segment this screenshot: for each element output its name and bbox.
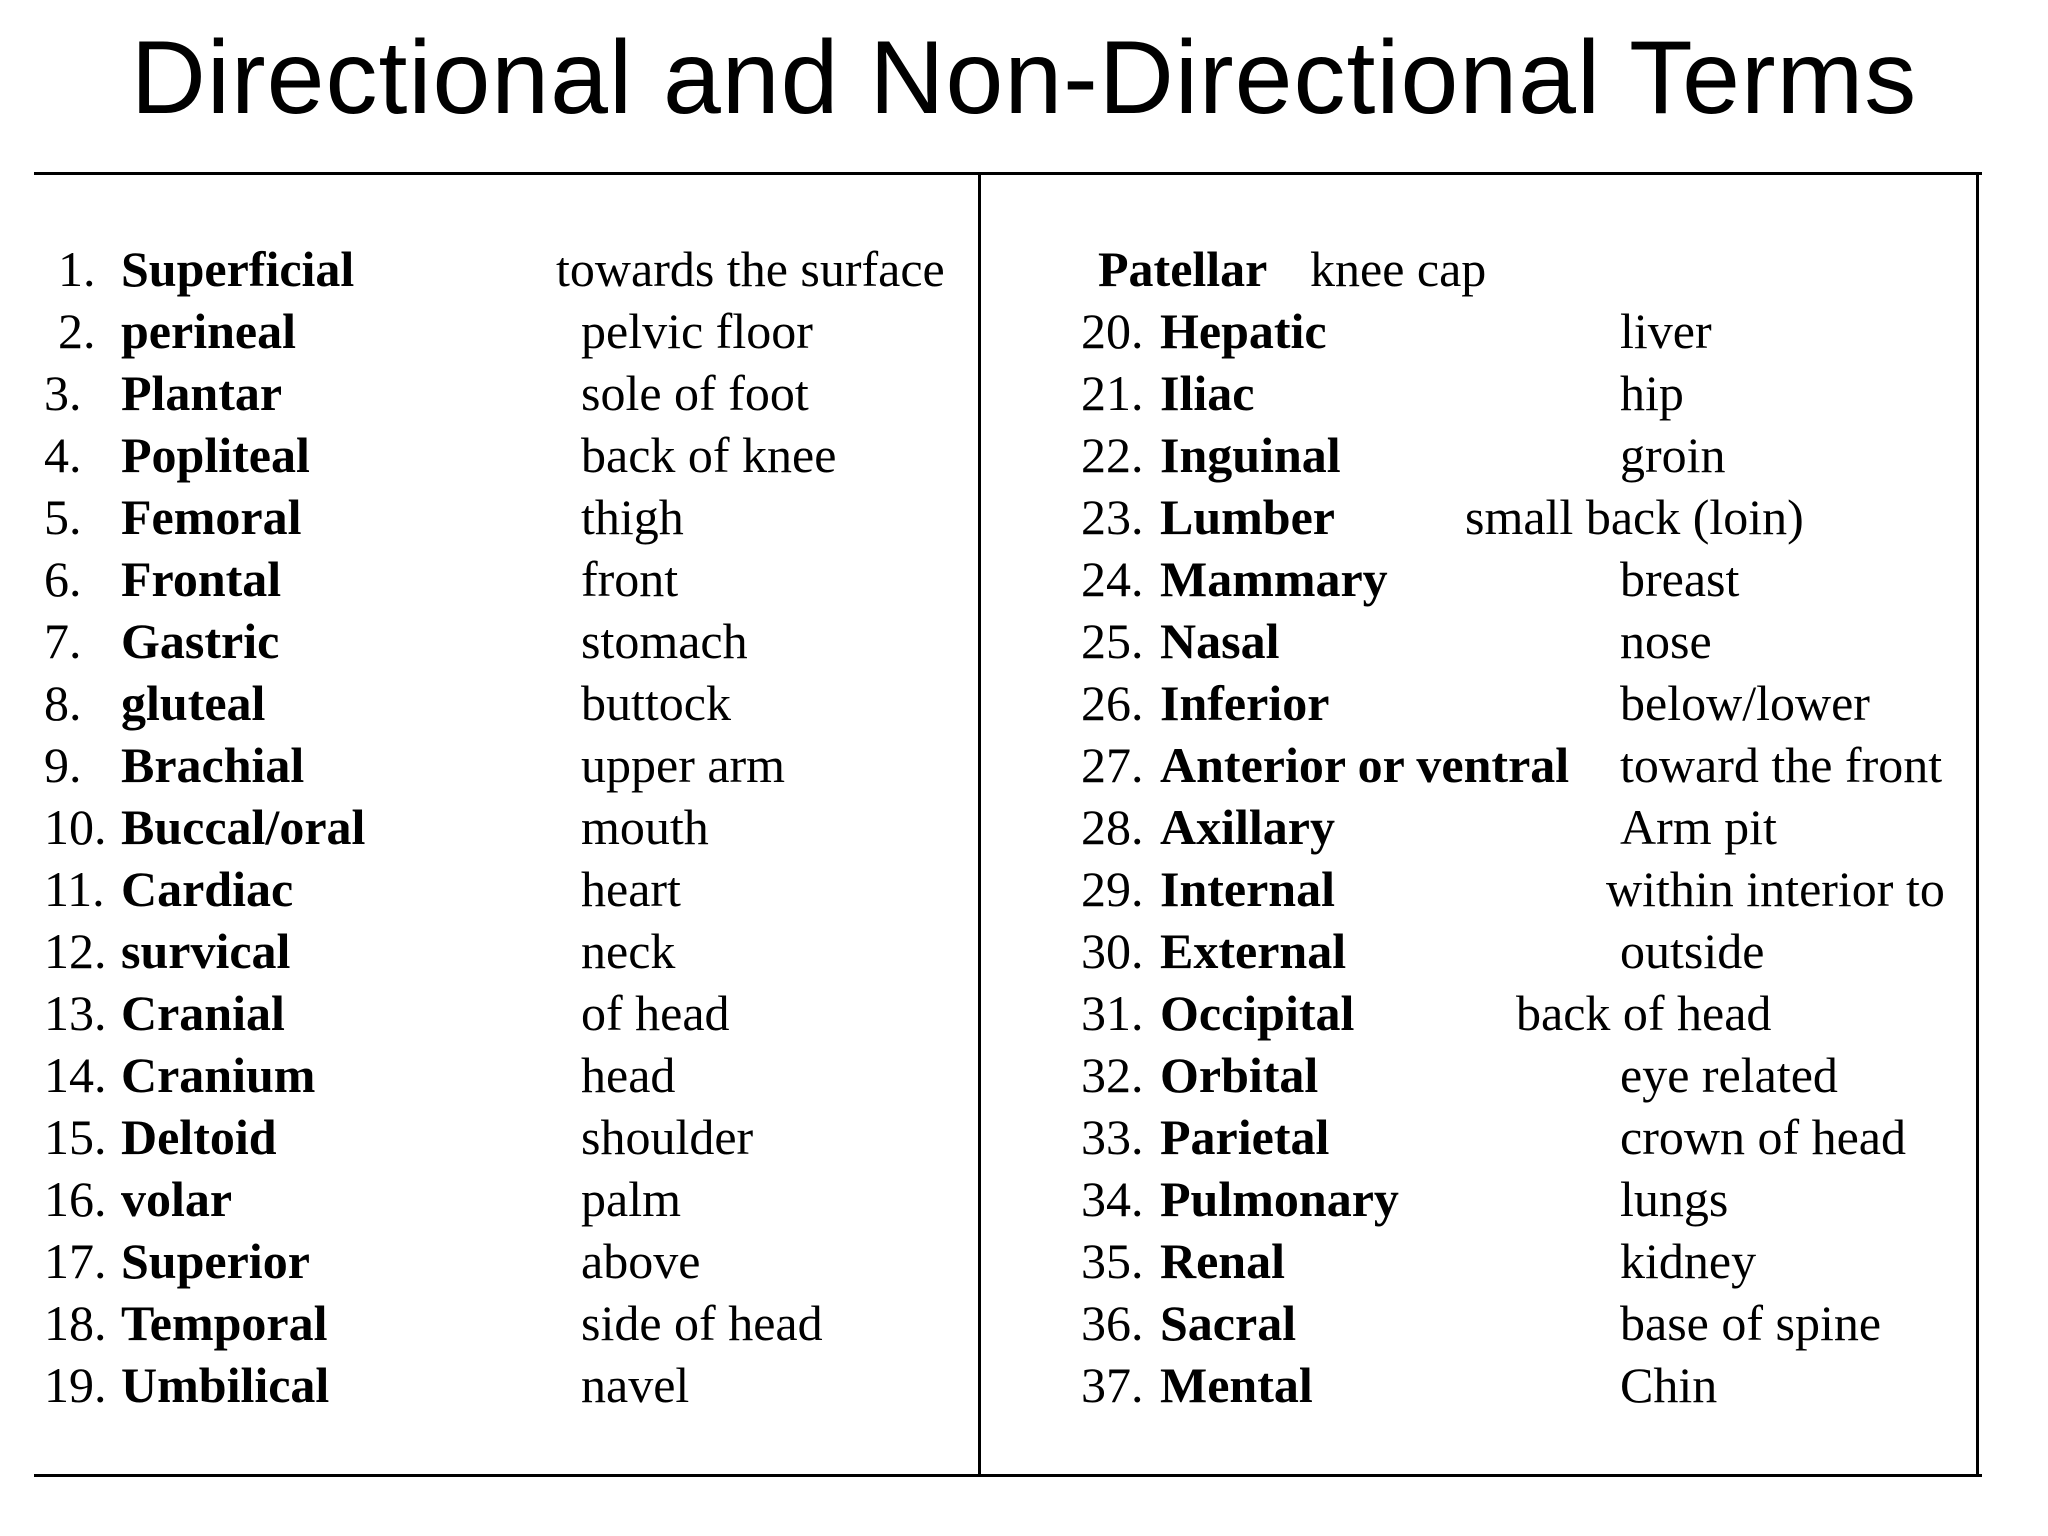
term-number: 25. <box>1081 613 1144 669</box>
term-meaning: crown of head <box>1620 1109 1906 1165</box>
term-number: 1. <box>58 241 96 297</box>
term-meaning: eye related <box>1620 1047 1838 1103</box>
term-name: Parietal <box>1160 1109 1330 1165</box>
term-meaning: nose <box>1620 613 1712 669</box>
term-name: Sacral <box>1160 1295 1297 1351</box>
bottom-border <box>34 1474 1982 1477</box>
term-name: Gastric <box>121 613 280 669</box>
term-number: 24. <box>1081 551 1144 607</box>
term-row <box>0 982 2048 1044</box>
term-number: 36. <box>1081 1295 1144 1351</box>
term-row <box>0 858 2048 920</box>
term-meaning: groin <box>1620 427 1726 483</box>
term-meaning: head <box>581 1047 676 1103</box>
term-name: External <box>1160 923 1347 979</box>
term-name: Brachial <box>121 737 305 793</box>
term-name: Cranial <box>121 985 285 1041</box>
term-number: 22. <box>1081 427 1144 483</box>
term-number: 15. <box>44 1109 107 1165</box>
term-name: Nasal <box>1160 613 1280 669</box>
term-row <box>0 734 2048 796</box>
term-meaning: pelvic floor <box>581 303 813 359</box>
term-name: Umbilical <box>121 1357 330 1413</box>
term-number: 29. <box>1081 861 1144 917</box>
term-number: 31. <box>1081 985 1144 1041</box>
term-name: Inferior <box>1160 675 1330 731</box>
term-meaning: breast <box>1620 551 1740 607</box>
term-name: volar <box>121 1171 233 1227</box>
term-row <box>0 672 2048 734</box>
term-number: 30. <box>1081 923 1144 979</box>
term-row <box>0 1168 2048 1230</box>
term-number: 20. <box>1081 303 1144 359</box>
term-meaning: within interior to <box>1606 861 1945 917</box>
term-row <box>0 300 2048 362</box>
term-number: 6. <box>44 551 82 607</box>
term-name: Occipital <box>1160 985 1355 1041</box>
term-meaning: base of spine <box>1620 1295 1882 1351</box>
term-number: 28. <box>1081 799 1144 855</box>
term-number: 37. <box>1081 1357 1144 1413</box>
term-name: Mental <box>1160 1357 1313 1413</box>
term-meaning: of head <box>581 985 730 1041</box>
term-row <box>0 1292 2048 1354</box>
term-number: 35. <box>1081 1233 1144 1289</box>
term-number: 33. <box>1081 1109 1144 1165</box>
term-meaning: neck <box>581 923 676 979</box>
term-meaning: outside <box>1620 923 1765 979</box>
term-meaning: thigh <box>581 489 684 545</box>
term-name: Iliac <box>1160 365 1255 421</box>
term-number: 4. <box>44 427 82 483</box>
term-name: perineal <box>121 303 296 359</box>
term-row <box>0 362 2048 424</box>
term-meaning: towards the surface <box>556 241 945 297</box>
term-row <box>0 238 2048 300</box>
term-row <box>0 1354 2048 1416</box>
term-name: Cranium <box>121 1047 316 1103</box>
term-meaning: Chin <box>1620 1357 1718 1413</box>
term-number: 17. <box>44 1233 107 1289</box>
term-meaning: navel <box>581 1357 690 1413</box>
term-number: 34. <box>1081 1171 1144 1227</box>
term-number: 26. <box>1081 675 1144 731</box>
term-row <box>0 1230 2048 1292</box>
term-name: survical <box>121 923 291 979</box>
term-name: Femoral <box>121 489 302 545</box>
term-name: Lumber <box>1160 489 1335 545</box>
term-row <box>0 1106 2048 1168</box>
page-title: Directional and Non-Directional Terms <box>130 20 1918 136</box>
term-meaning: sole of foot <box>581 365 809 421</box>
term-name: Patellar <box>1098 241 1268 297</box>
term-number: 19. <box>44 1357 107 1413</box>
term-number: 8. <box>44 675 82 731</box>
term-meaning: shoulder <box>581 1109 754 1165</box>
term-meaning: toward the front <box>1620 737 1943 793</box>
term-name: gluteal <box>121 675 266 731</box>
term-row <box>0 796 2048 858</box>
term-meaning: small back (loin) <box>1465 489 1804 545</box>
term-name: Mammary <box>1160 551 1388 607</box>
term-number: 12. <box>44 923 107 979</box>
term-meaning: kidney <box>1620 1233 1757 1289</box>
term-row <box>0 548 2048 610</box>
term-meaning: stomach <box>581 613 748 669</box>
term-row <box>0 920 2048 982</box>
term-name: Anterior or ventral <box>1160 737 1570 793</box>
term-name: Pulmonary <box>1160 1171 1399 1227</box>
term-number: 32. <box>1081 1047 1144 1103</box>
term-number: 3. <box>44 365 82 421</box>
term-number: 21. <box>1081 365 1144 421</box>
term-meaning: knee cap <box>1310 241 1487 297</box>
term-meaning: buttock <box>581 675 731 731</box>
term-number: 23. <box>1081 489 1144 545</box>
term-name: Renal <box>1160 1233 1285 1289</box>
top-border <box>34 172 1982 175</box>
term-name: Plantar <box>121 365 283 421</box>
term-name: Inguinal <box>1160 427 1341 483</box>
term-row <box>0 424 2048 486</box>
term-meaning: back of head <box>1516 985 1772 1041</box>
term-meaning: hip <box>1620 365 1684 421</box>
term-meaning: front <box>581 551 679 607</box>
term-meaning: below/lower <box>1620 675 1870 731</box>
term-name: Cardiac <box>121 861 294 917</box>
term-number: 18. <box>44 1295 107 1351</box>
term-name: Popliteal <box>121 427 310 483</box>
term-row <box>0 1044 2048 1106</box>
term-row <box>0 610 2048 672</box>
term-name: Frontal <box>121 551 282 607</box>
term-name: Hepatic <box>1160 303 1327 359</box>
term-meaning: heart <box>581 861 681 917</box>
term-number: 5. <box>44 489 82 545</box>
term-name: Superior <box>121 1233 310 1289</box>
term-meaning: lungs <box>1620 1171 1729 1227</box>
term-meaning: liver <box>1620 303 1712 359</box>
term-number: 16. <box>44 1171 107 1227</box>
term-meaning: palm <box>581 1171 681 1227</box>
term-number: 14. <box>44 1047 107 1103</box>
term-name: Internal <box>1160 861 1335 917</box>
term-meaning: side of head <box>581 1295 823 1351</box>
term-meaning: above <box>581 1233 701 1289</box>
term-name: Orbital <box>1160 1047 1319 1103</box>
term-number: 13. <box>44 985 107 1041</box>
term-name: Superficial <box>121 241 355 297</box>
term-number: 2. <box>58 303 96 359</box>
term-name: Temporal <box>121 1295 328 1351</box>
term-name: Deltoid <box>121 1109 277 1165</box>
term-name: Buccal/oral <box>121 799 366 855</box>
term-meaning: mouth <box>581 799 709 855</box>
term-meaning: upper arm <box>581 737 786 793</box>
term-name: Axillary <box>1160 799 1335 855</box>
term-number: 11. <box>44 861 105 917</box>
term-meaning: Arm pit <box>1620 799 1777 855</box>
term-number: 7. <box>44 613 82 669</box>
term-number: 10. <box>44 799 107 855</box>
term-number: 9. <box>44 737 82 793</box>
term-meaning: back of knee <box>581 427 837 483</box>
term-row <box>0 486 2048 548</box>
term-number: 27. <box>1081 737 1144 793</box>
